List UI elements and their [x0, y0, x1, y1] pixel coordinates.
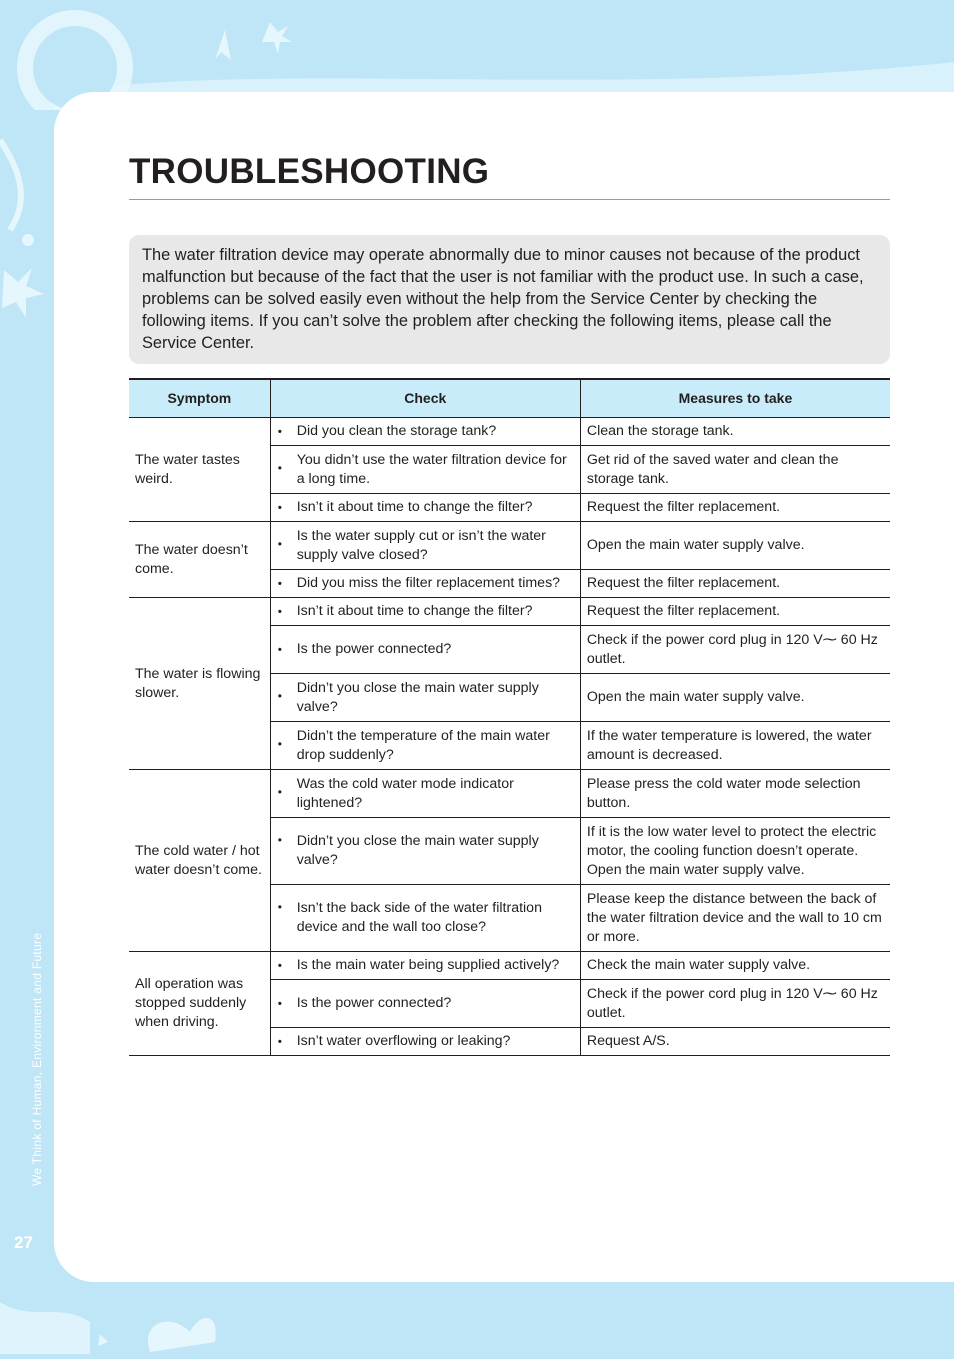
- table-row: [129, 770, 890, 818]
- check-cell: • Was the cold water mode indicator lightened?: [270, 770, 580, 818]
- symptom-cell: The water tastes weird.: [129, 418, 270, 522]
- symptom-cell: The water is flowing slower.: [129, 598, 270, 770]
- symptom-cell: The cold water / hot water doesn’t come.: [129, 770, 270, 952]
- measure-cell: Request the filter replacement.: [580, 570, 890, 598]
- table-row: [129, 952, 890, 980]
- table-header-row: [129, 379, 890, 418]
- check-cell: • Didn’t the temperature of the main water drop suddenly?: [270, 722, 580, 770]
- page-title: TROUBLESHOOTING: [129, 152, 490, 191]
- symptom-cell: All operation was stopped suddenly when driving.: [129, 952, 270, 1056]
- header-symptom: Symptom: [129, 379, 270, 418]
- check-cell: • Isn’t it about time to change the filter?: [270, 494, 580, 522]
- measure-cell: Please press the cold water mode selection button.: [580, 770, 890, 818]
- check-cell: • Didn’t you close the main water supply valve?: [270, 674, 580, 722]
- check-cell: • Did you clean the storage tank?: [270, 418, 580, 446]
- measure-cell: Clean the storage tank.: [580, 418, 890, 446]
- measure-cell: Check the main water supply valve.: [580, 952, 890, 980]
- header-check: Check: [270, 379, 580, 418]
- measure-cell: Open the main water supply valve.: [580, 674, 890, 722]
- measure-cell: Check if the power cord plug in 120 V⁓ 60 Hz outlet.: [580, 980, 890, 1028]
- check-cell: • Isn’t water overflowing or leaking?: [270, 1028, 580, 1056]
- measure-cell: Please keep the distance between the back of the water filtration device and the wall to 10 cm or more.: [580, 885, 890, 952]
- table-row: [129, 418, 890, 446]
- check-cell: • Did you miss the filter replacement times?: [270, 570, 580, 598]
- measure-cell: Get rid of the saved water and clean the storage tank.: [580, 446, 890, 494]
- page-number: 27: [14, 1233, 33, 1252]
- measure-cell: If it is the low water level to protect the electric motor, the cooling function doesn’t operate. Open the main water supply valve.: [580, 818, 890, 885]
- check-cell: • Is the main water being supplied actively?: [270, 952, 580, 980]
- symptom-cell: The water doesn’t come.: [129, 522, 270, 598]
- measure-cell: Request A/S.: [580, 1028, 890, 1056]
- table-row: [129, 522, 890, 570]
- check-cell: • Is the power connected?: [270, 626, 580, 674]
- side-slogan: We Think of Human, Environment and Future: [30, 932, 44, 1186]
- bottom-decor-band: [0, 1282, 954, 1354]
- measure-cell: If the water temperature is lowered, the water amount is decreased.: [580, 722, 890, 770]
- left-decor-strip: [0, 0, 54, 1354]
- check-cell: • Is the water supply cut or isn’t the water supply valve closed?: [270, 522, 580, 570]
- measure-cell: Request the filter replacement.: [580, 598, 890, 626]
- check-cell: • Isn’t the back side of the water filtration device and the wall too close?: [270, 885, 580, 952]
- check-cell: • Isn’t it about time to change the filter?: [270, 598, 580, 626]
- measure-cell: Open the main water supply valve.: [580, 522, 890, 570]
- title-divider: [129, 199, 890, 200]
- measure-cell: Check if the power cord plug in 120 V⁓ 60 Hz outlet.: [580, 626, 890, 674]
- check-cell: • You didn’t use the water filtration device for a long time.: [270, 446, 580, 494]
- header-measures: Measures to take: [580, 379, 890, 418]
- check-cell: • Didn’t you close the main water supply valve?: [270, 818, 580, 885]
- intro-note: The water filtration device may operate abnormally due to minor causes not because of the product malfunction but because of the fact that the user is not familiar with the product use. In such a case, problems can be solved easily even without the help from the Service Center by checking the following items. If you can’t solve the problem after checking the following items, please call the Service Center.: [129, 235, 890, 364]
- measure-cell: Request the filter replacement.: [580, 494, 890, 522]
- troubleshooting-table: [129, 378, 890, 1056]
- table-row: [129, 598, 890, 626]
- check-cell: • Is the power connected?: [270, 980, 580, 1028]
